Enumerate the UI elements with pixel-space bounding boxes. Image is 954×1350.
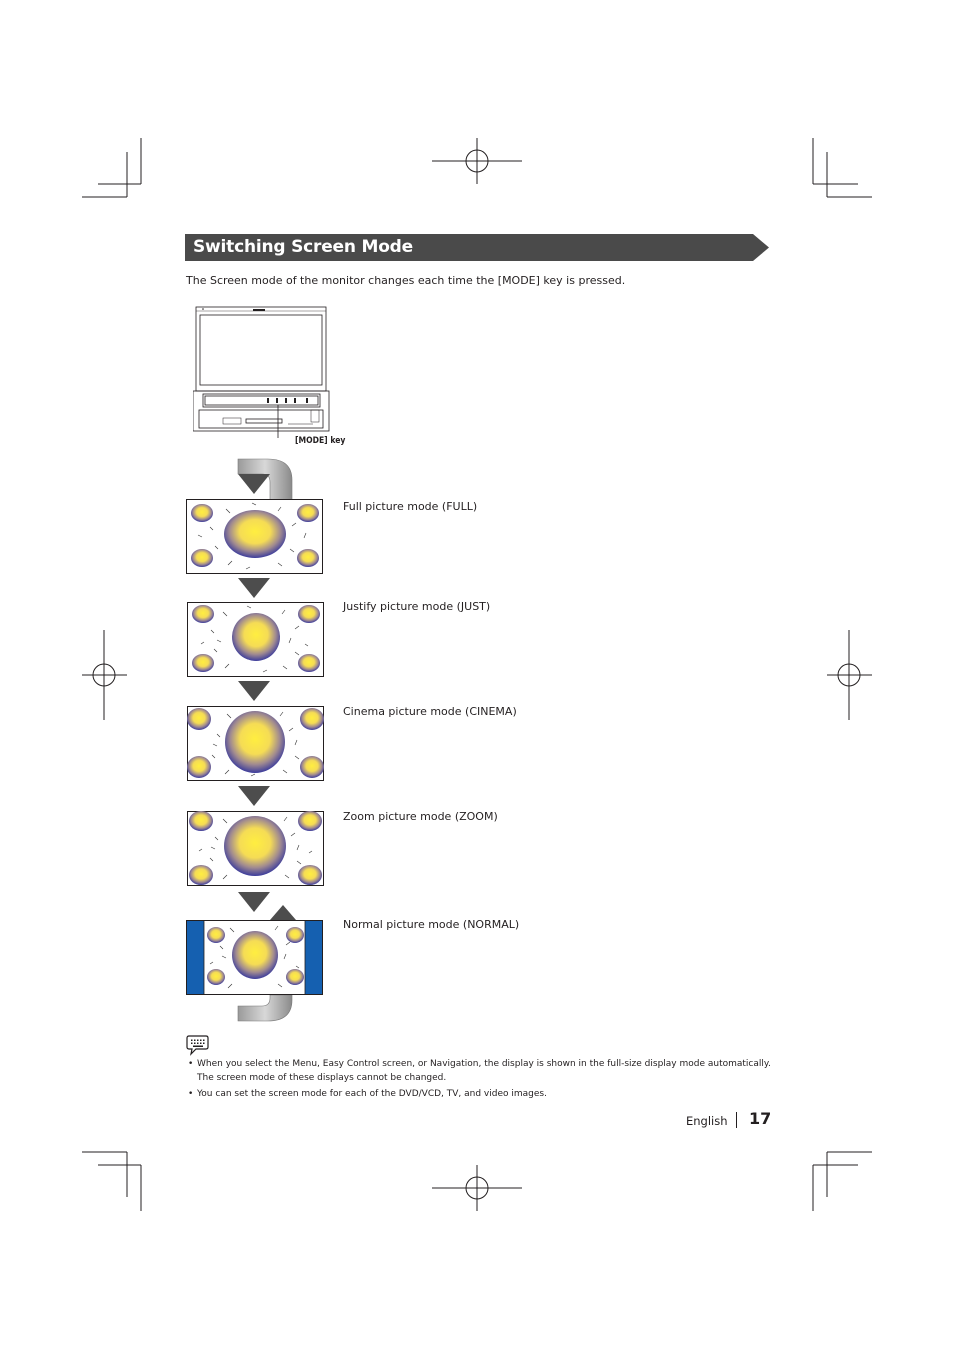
down-arrow-icon — [238, 578, 270, 598]
full-mode-thumbnail — [186, 499, 323, 574]
mode-label-normal: Normal picture mode (NORMAL) — [343, 918, 520, 931]
down-arrow-icon — [238, 681, 270, 701]
page-title: Switching Screen Mode — [193, 237, 413, 257]
down-arrow-icon — [238, 892, 270, 912]
zoom-mode-thumbnail — [187, 811, 324, 886]
cinema-mode-thumbnail — [187, 706, 324, 781]
footer-divider — [736, 1112, 737, 1128]
mode-key-label: [MODE] key — [295, 436, 346, 446]
down-arrow-icon — [238, 474, 270, 494]
normal-mode-thumbnail — [186, 920, 323, 995]
page-number: 17 — [749, 1109, 772, 1128]
mode-label-cinema: Cinema picture mode (CINEMA) — [343, 705, 517, 718]
note-icon — [186, 1034, 210, 1056]
footer-language: English — [686, 1114, 728, 1128]
down-arrow-icon — [238, 786, 270, 806]
intro-text: The Screen mode of the monitor changes each time the [MODE] key is pressed. — [186, 274, 626, 287]
up-arrow-icon — [270, 905, 296, 920]
bullet: • — [188, 1089, 194, 1099]
note-1-line-1: When you select the Menu, Easy Control screen, or Navigation, the display is shown in the full-size display mode automatically. — [197, 1059, 771, 1069]
mode-label-zoom: Zoom picture mode (ZOOM) — [343, 810, 498, 823]
justify-mode-thumbnail — [187, 602, 324, 677]
note-1-line-2: The screen mode of these displays cannot be changed. — [197, 1073, 447, 1083]
note-2-text: You can set the screen mode for each of the DVD/VCD, TV, and video images. — [197, 1089, 547, 1099]
mode-label-just: Justify picture mode (JUST) — [343, 600, 491, 613]
mode-label-full: Full picture mode (FULL) — [343, 500, 478, 513]
bullet: • — [188, 1059, 194, 1069]
